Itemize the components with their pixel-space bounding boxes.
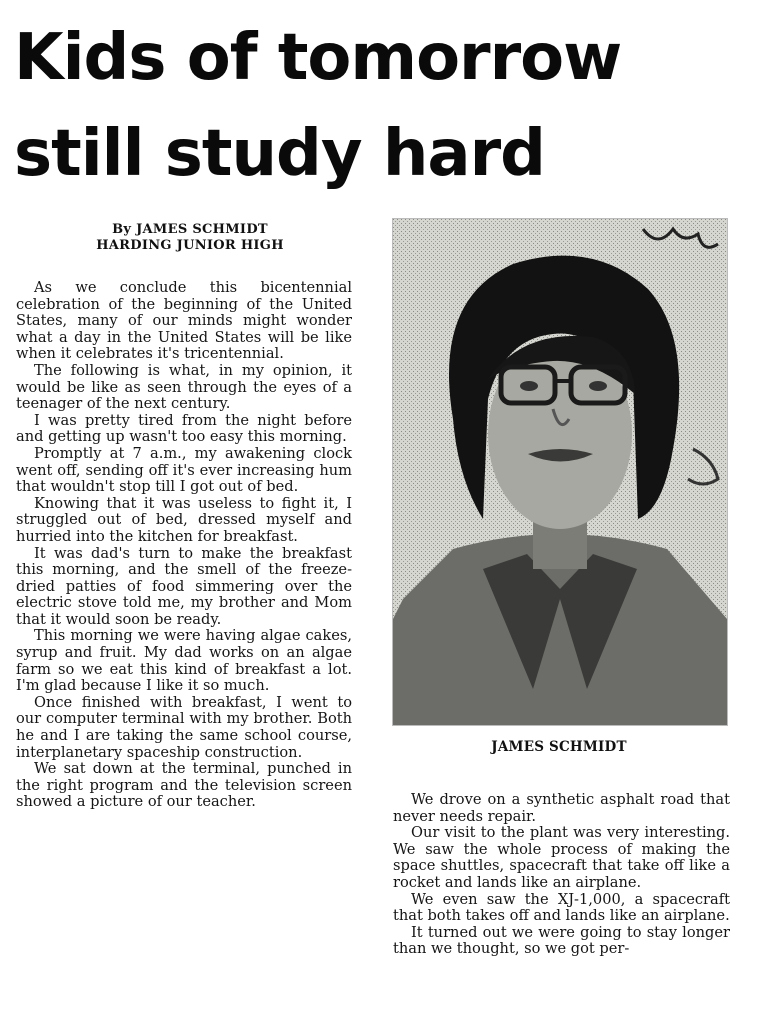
article-paragraph: As we conclude this bicentennial celebration of the beginning of the United States, many of our minds might wonder what a day in the United States will be like when it celebrates it's tricentennial.: [16, 279, 352, 363]
article-left-column: [16, 280, 352, 811]
portrait-illustration: [393, 219, 727, 725]
headline: [14, 10, 754, 202]
article-paragraph: This morning we were having algae cakes, syrup and fruit. My dad works on an algae farm so we eat this kind of breakfast a lot. I'm glad because I like it so much.: [16, 627, 352, 695]
article-paragraph: Once finished with breakfast, I went to our computer terminal with my brother. Both he and I are taking the same school course, interplanetary spaceship construction.: [16, 693, 352, 761]
headline-line-2: still study hard: [14, 117, 545, 191]
author-portrait-photo: [392, 218, 728, 726]
article-right-column: [393, 792, 730, 958]
article-paragraph: It turned out we were going to stay longer than we thought, so we got per-: [393, 923, 730, 958]
byline: [20, 222, 360, 254]
article-paragraph: The following is what, in my opinion, it would be like as seen through the eyes of a teenager of the next century.: [16, 361, 352, 413]
photo-caption: JAMES SCHMIDT: [491, 739, 627, 755]
article-paragraph: We even saw the XJ-1,000, a spacecraft that both takes off and lands like an airplane.: [393, 890, 730, 925]
article-paragraph: It was dad's turn to make the breakfast this morning, and the smell of the freeze-dried patties of food simmering over the electric stove told me, my brother and Mom that it would soon be ready.: [16, 544, 352, 628]
byline-author: By JAMES SCHMIDT: [112, 222, 268, 237]
article-paragraph: We sat down at the terminal, punched in the right program and the television screen showed a picture of our teacher.: [16, 760, 352, 811]
article-paragraph: I was pretty tired from the night before and getting up wasn't too easy this morning.: [16, 411, 352, 446]
article-paragraph: We drove on a synthetic asphalt road that never needs repair.: [393, 791, 730, 825]
article-paragraph: Knowing that it was useless to fight it, I struggled out of bed, dressed myself and hurried into the kitchen for breakfast.: [16, 494, 352, 545]
article-paragraph: Promptly at 7 a.m., my awakening clock went off, sending off it's ever increasing hum that wouldn't stop till I got out of bed.: [16, 444, 352, 496]
byline-school: HARDING JUNIOR HIGH: [96, 238, 284, 253]
article-paragraph: Our visit to the plant was very interesting. We saw the whole process of making the space shuttles, spacecraft that take off like a rocket and lands like an airplane.: [393, 824, 730, 891]
headline-line-1: Kids of tomorrow: [14, 21, 622, 95]
